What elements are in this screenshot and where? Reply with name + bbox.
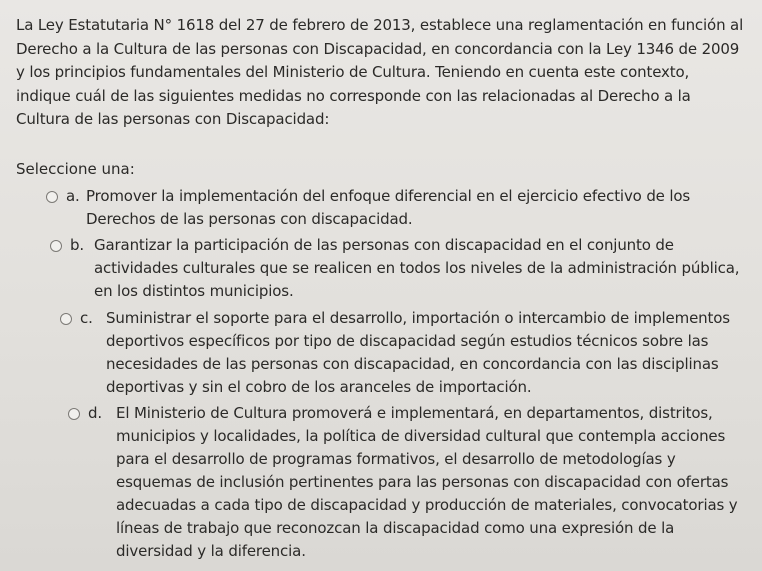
radio-button-a[interactable] (46, 191, 58, 203)
select-one-prompt: Seleccione una: (16, 159, 135, 178)
answer-option-a[interactable] (66, 185, 746, 231)
option-text-a[interactable]: Promover la implementación del enfoque diferencial en el ejercicio efectivo de los Derechos de las personas con discapacidad. (86, 186, 691, 228)
radio-button-b[interactable] (50, 240, 62, 252)
radio-button-d[interactable] (68, 408, 80, 420)
option-text-d[interactable]: El Ministerio de Cultura promoverá e implementará, en departamentos, distritos, municipios y localidades, la política de diversidad cultural que contempla acciones para el desarrollo de programas formativos, el desarrollo de metodologías y esquemas de inclusión pertinentes para las personas con discapacidad con ofertas adecuadas a cada tipo de discapacidad y producción de materiales, convocatorias y líneas de trabajo que reconozcan la discapacidad como una expresión de la diversidad y la diferencia. (116, 403, 738, 560)
answer-options (16, 185, 746, 563)
option-letter-d: d. (88, 403, 102, 422)
question-text: La Ley Estatutaria N° 1618 del 27 de febrero de 2013, establece una reglamentación en función al Derecho a la Cultura de las personas con Discapacidad, en concordancia con la Ley 1346 de 2009 y los principios fundamentales del Ministerio de Cultura. Teniendo en cuenta este contexto, indique cuál de las siguientes medidas no corresponde con las relacionadas al Derecho a la Cultura de las personas con Discapacidad: (16, 16, 744, 128)
answer-option-d[interactable] (88, 402, 746, 563)
option-letter-a: a. (66, 186, 80, 205)
option-text-b[interactable]: Garantizar la participación de las personas con discapacidad en el conjunto de actividades culturales que se realicen en todos los niveles de la administración pública, en los distintos municipios. (94, 235, 740, 300)
option-letter-c: c. (80, 308, 93, 327)
option-letter-b: b. (70, 235, 84, 254)
radio-button-c[interactable] (60, 313, 72, 325)
answer-option-b[interactable] (70, 234, 746, 303)
option-text-c[interactable]: Suministrar el soporte para el desarrollo, importación o intercambio de implementos deportivos específicos por tipo de discapacidad según estudios técnicos sobre las necesidades de las personas con discapacidad, en concordancia con las disciplinas deportivas y sin el cobro de los aranceles de importación. (106, 308, 730, 396)
answer-option-c[interactable] (80, 307, 746, 399)
